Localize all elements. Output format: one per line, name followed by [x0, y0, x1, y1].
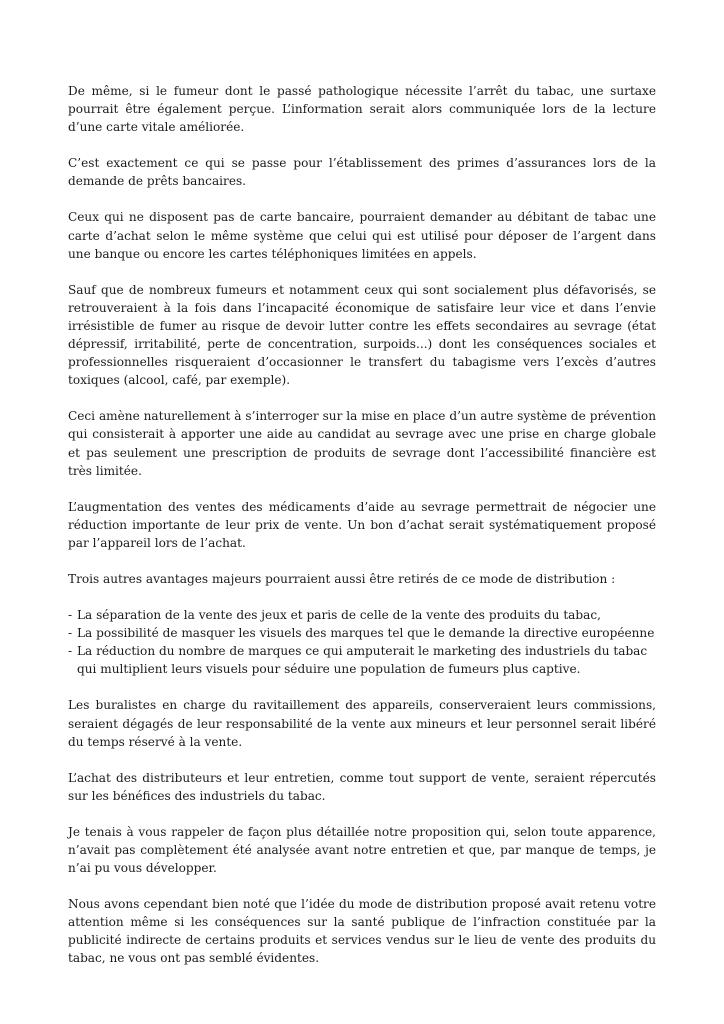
list-item-text: La réduction du nombre de marques ce qui amputerait le marketing des industriels du tabac qui multiplient leurs visuels pour séduire une population de fumeurs plus captive. [77, 644, 648, 677]
document-page [68, 82, 656, 968]
paragraph-achat-distributeurs: L’achat des distributeurs et leur entretien, comme tout support de vente, seraient répercutés sur les bénéfices des industriels du tabac. [68, 770, 656, 803]
paragraph-carte-vitale: De même, si le fumeur dont le passé pathologique nécessite l’arrêt du tabac, une surtaxe pourrait être également perçue. L’information serait alors communiquée lors de la lecture d’une carte vitale améliorée. [68, 84, 656, 135]
paragraph-rappel-proposition: Je tenais à vous rappeler de façon plus détaillée notre proposition qui, selon toute apparence, n’avait pas complètement été analysée avant notre entretien et que, par manque de temps, je n’ai pu vous développer. [68, 824, 656, 876]
list-item [68, 624, 656, 642]
list-dash: - [68, 626, 73, 641]
list-item-text: La séparation de la vente des jeux et paris de celle de la vente des produits du tabac, [77, 608, 601, 623]
paragraph-primes-assurances: C’est exactement ce qui se passe pour l’établissement des primes d’assurances lors de la demande de prêts bancaires. [68, 156, 656, 189]
paragraph-carte-achat: Ceux qui ne disposent pas de carte bancaire, pourraient demander au débitant de tabac une carte d’achat selon le même système que celui qui est utilisé pour déposer de l’argent dans une banque ou encore les cartes téléphoniques limitées en appels. [68, 210, 656, 261]
list-item [68, 642, 656, 678]
paragraph-systeme-prevention: Ceci amène naturellement à s’interroger sur la mise en place d’un autre système de prévention qui consisterait à apporter une aide au candidat au sevrage avec une prise en charge globale et pas seulement une prescription de produits de sevrage dont l’accessibilité financière est très limitée. [68, 409, 656, 478]
paragraph-conclusion: Nous avons cependant bien noté que l’idée du mode de distribution proposé avait retenu votre attention même si les conséquences sur la santé publique de l’infraction constituée par la publicité indirecte de certains produits et services vendus sur le lieu de vente des produits du tabac, ne vous ont pas semblé évidentes. [68, 897, 656, 966]
list-dash: - [68, 644, 73, 659]
paragraph-medicaments-sevrage: L’augmentation des ventes des médicaments d’aide au sevrage permettrait de négocier une réduction importante de leur prix de vente. Un bon d’achat serait systématiquement proposé par l’appareil lors de l’achat. [68, 499, 656, 550]
paragraph-trois-avantages: Trois autres avantages majeurs pourraient aussi être retirés de ce mode de distribution : [68, 571, 616, 586]
list-item-text: La possibilité de masquer les visuels des marques tel que le demande la directive européenne [77, 626, 655, 641]
paragraph-buralistes: Les buralistes en charge du ravitaillement des appareils, conserveraient leurs commissions, seraient dégagés de leur responsabilité de la vente aux mineurs et leur personnel serait libéré du temps réservé à la vente. [68, 698, 656, 749]
list-item [68, 606, 656, 624]
paragraph-fumeurs-defavorises: Sauf que de nombreux fumeurs et notamment ceux qui sont socialement plus défavorisés, se retrouveraient à la fois dans l’incapacité économique de satisfaire leur vice et dans l’envie irrésistible de fumer au risque de devoir lutter contre les effets secondaires au sevrage (état dépressif, irritabilité, perte de concentration, surpoids...) dont les conséquences sociales et professionnelles risqueraient d’occasionner le transfert du tabagisme vers l’excès d’autres toxiques (alcool, café, par exemple). [68, 282, 656, 388]
advantages-list [68, 606, 656, 678]
list-dash: - [68, 608, 73, 623]
